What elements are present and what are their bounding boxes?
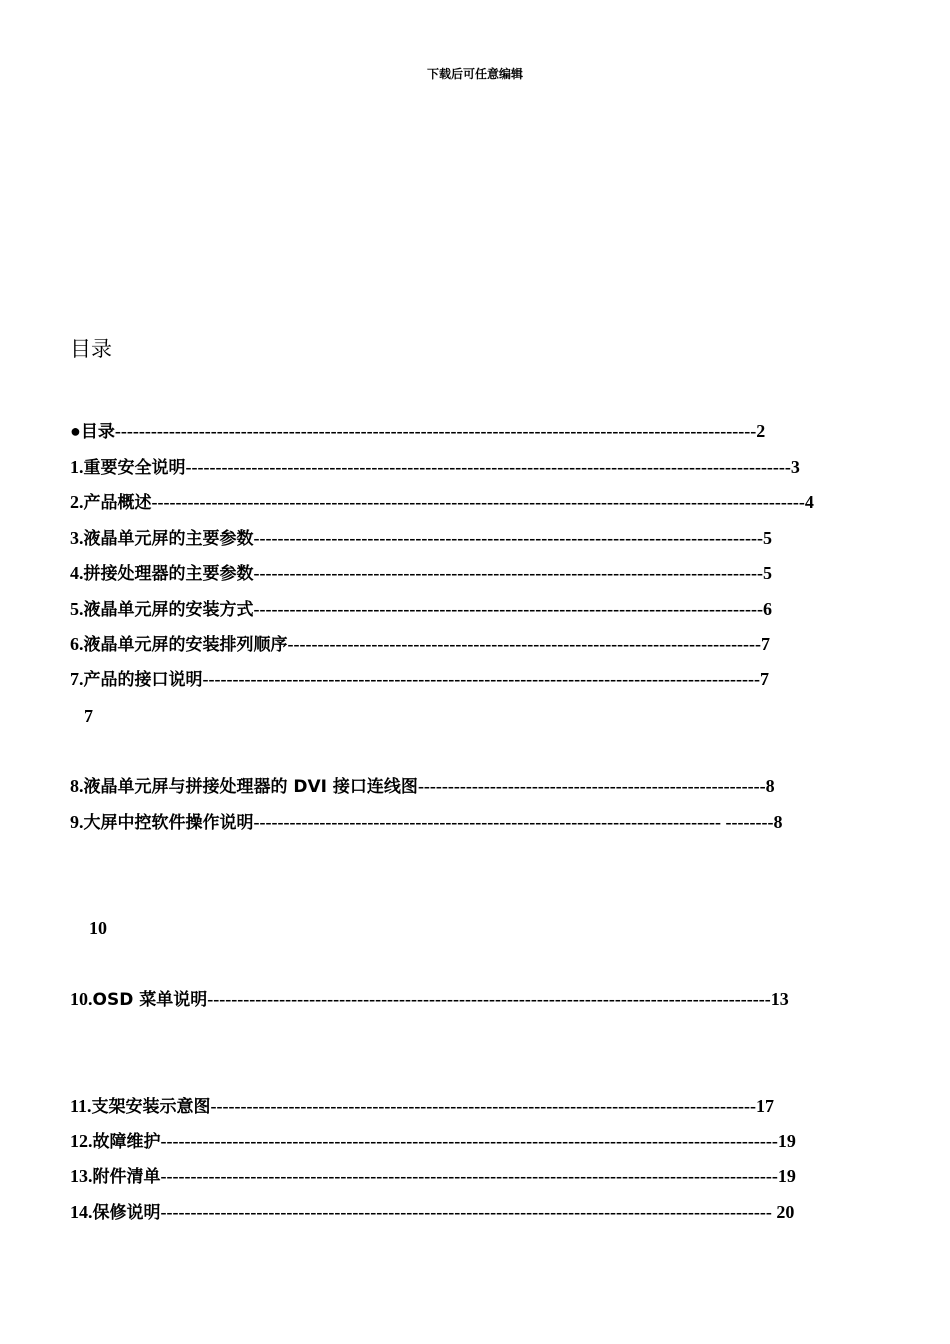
toc-entry-1[interactable]: [70, 455, 860, 479]
toc-entry-7[interactable]: [70, 667, 860, 691]
toc-entry-5[interactable]: [70, 597, 860, 621]
toc-entry-page: 20: [776, 1202, 795, 1222]
stray-page-number: 7: [84, 706, 93, 726]
toc-entry-leader: -----------------------------------------------------------------------------------------------------------: [114, 421, 757, 441]
toc-entry-page: 13: [770, 989, 789, 1009]
toc-entry-13[interactable]: [70, 1164, 870, 1188]
toc-entry-11[interactable]: [70, 1094, 870, 1118]
toc-entry-leader: -------------------------------------------------------------------------------------------: [210, 1096, 756, 1116]
toc-entry-page: 17: [755, 1096, 774, 1116]
toc-entry-page: 19: [777, 1166, 796, 1186]
toc-entry-leader: -------------------------------------------------------------------------------------: [253, 563, 764, 583]
toc-entry-leader: ---------------------------------------------------------------------------------------------: [202, 669, 760, 689]
toc-entry-label: 保修说明: [92, 1203, 161, 1223]
toc-entry-label: 液晶单元屏的安装排列顺序: [83, 635, 288, 655]
toc-entry-number: 8.: [70, 776, 84, 796]
toc-entry-page: 19: [777, 1131, 796, 1151]
toc-entry-contents[interactable]: [70, 419, 860, 443]
toc-entry-page: 7: [759, 669, 769, 689]
toc-entry-page: 2: [756, 421, 766, 441]
toc-entry-leader: -------------------------------------------------------------------------------: [287, 634, 762, 654]
toc-entry-label: 大屏中控软件操作说明: [83, 813, 254, 833]
toc-entry-page: 8: [773, 812, 783, 832]
toc-entry-8[interactable]: [70, 774, 862, 798]
toc-entry-label: 目录: [80, 422, 115, 442]
toc-entry-leader: ------------------------------------------------------------------------------------------------------: [160, 1202, 777, 1222]
toc-entry-page: 6: [763, 599, 773, 619]
toc-entry-page: 3: [790, 457, 800, 477]
toc-entry-leader: ----------------------------------------------------------------------------------------------: [207, 989, 771, 1009]
toc-entry-12[interactable]: [70, 1129, 870, 1153]
toc-entry-leader: ----------------------------------------------------------: [417, 776, 766, 796]
toc-entry-leader: -------------------------------------------------------------------------------------: [253, 599, 764, 619]
toc-entry-leader: -------------------------------------------------------------------------------------------------------: [160, 1166, 778, 1186]
header-note: 下载后可任意编辑: [426, 67, 523, 81]
toc-entry-number: 10.: [70, 989, 93, 1009]
toc-entry-3[interactable]: [70, 526, 860, 550]
toc-entry-leader: -------------------------------------------------------------------------------------: [253, 528, 764, 548]
toc-entry-4[interactable]: [70, 561, 860, 585]
toc-entry-page: 7: [761, 634, 771, 654]
toc-entry-label: 支架安装示意图: [91, 1097, 211, 1117]
toc-entry-label: 液晶单元屏的安装方式: [83, 600, 254, 620]
toc-entry-page: 8: [765, 776, 775, 796]
toc-entry-number: 13.: [70, 1166, 93, 1186]
toc-entry-page: 4: [804, 492, 814, 512]
toc-entry-leader: -------------------------------------------------------------------------------------------------------------: [151, 492, 805, 512]
toc-entry-number: 3.: [70, 528, 84, 548]
toc-entry-9[interactable]: [70, 810, 862, 834]
toc-entry-label: 重要安全说明: [83, 458, 186, 478]
toc-entry-number: 12.: [70, 1131, 93, 1151]
toc-entry-number: ●: [70, 421, 81, 441]
toc-entry-leader: ------------------------------------------------------------------------------ --------: [253, 812, 774, 832]
toc-entry-number: 6.: [70, 634, 84, 654]
toc-entry-page: 5: [763, 563, 773, 583]
toc-entry-label: 液晶单元屏的主要参数: [83, 529, 254, 549]
toc-entry-label: OSD 菜单说明: [92, 990, 208, 1010]
toc-entry-leader: -----------------------------------------------------------------------------------------------------: [185, 457, 791, 477]
toc-entry-number: 9.: [70, 812, 84, 832]
stray-page-number: 10: [89, 918, 107, 938]
toc-entry-number: 14.: [70, 1202, 93, 1222]
toc-entry-10[interactable]: [70, 987, 870, 1011]
toc-entry-page: 5: [763, 528, 773, 548]
toc-entry-label: 产品的接口说明: [83, 670, 203, 690]
toc-entry-6[interactable]: [70, 632, 860, 656]
toc-entry-label: 故障维护: [92, 1132, 161, 1152]
toc-entry-number: 2.: [70, 492, 84, 512]
toc-entry-leader: -------------------------------------------------------------------------------------------------------: [160, 1131, 778, 1151]
toc-entry-label: 附件清单: [92, 1167, 161, 1187]
toc-entry-number: 4.: [70, 563, 84, 583]
toc-entry-2[interactable]: [70, 490, 860, 514]
toc-entry-number: 5.: [70, 599, 84, 619]
toc-entry-number: 1.: [70, 457, 84, 477]
toc-entry-label: 液晶单元屏与拼接处理器的 DVI 接口连线图: [83, 777, 418, 797]
toc-entry-number: 7.: [70, 669, 84, 689]
toc-entry-label: 产品概述: [83, 493, 152, 513]
toc-entry-label: 拼接处理器的主要参数: [83, 564, 254, 584]
toc-entry-number: 11.: [70, 1096, 92, 1116]
toc-title: 目录: [70, 337, 112, 361]
toc-entry-14[interactable]: [70, 1200, 870, 1224]
